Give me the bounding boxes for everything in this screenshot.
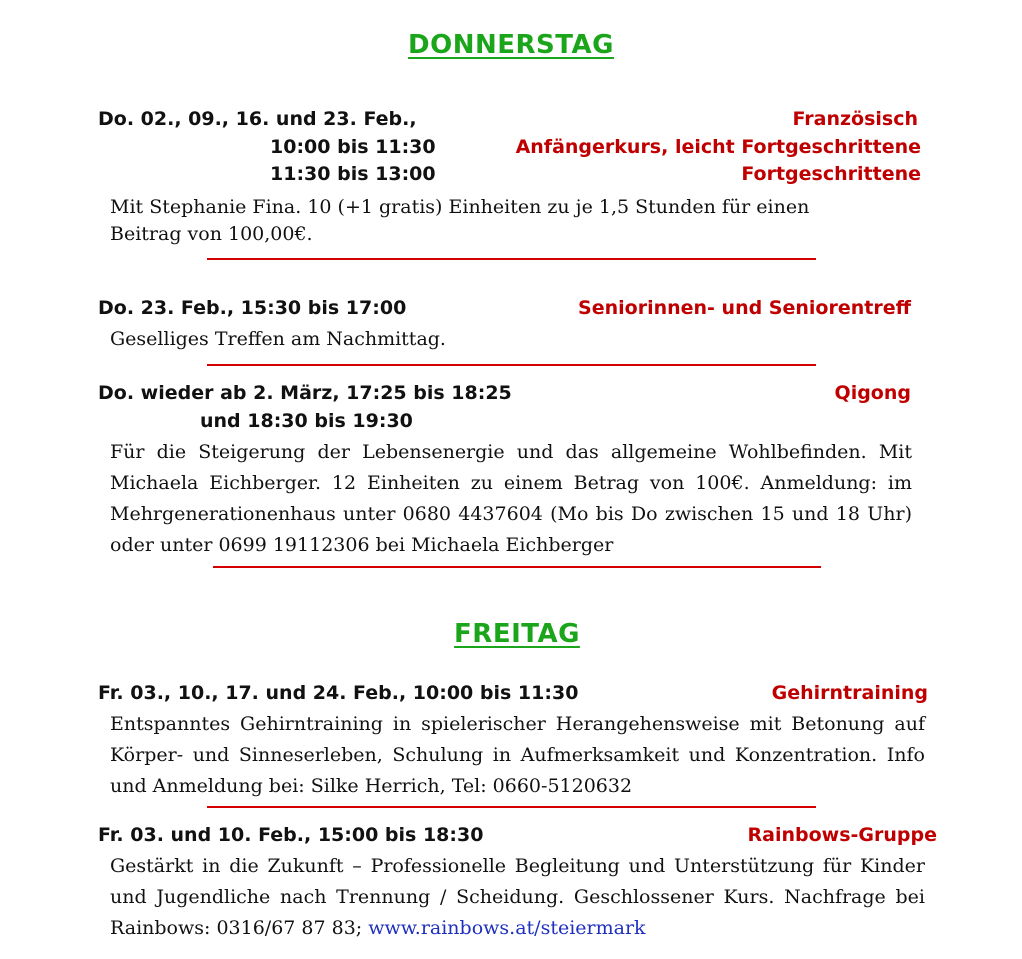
event-title-seniors: Seniorinnen- und Seniorentreff: [578, 297, 911, 319]
section-title-friday: FREITAG: [454, 619, 580, 649]
event-time-qigong-2: und 18:30 bis 19:30: [200, 410, 413, 432]
divider-rule: [207, 364, 816, 366]
event-title-french: Französisch: [792, 108, 918, 130]
event-level-french-1: Anfängerkurs, leicht Fortgeschrittene: [515, 136, 921, 158]
event-desc-qigong: Für die Steigerung der Lebensenergie und das allgemeine Wohlbefinden. Mit Michaela Eichberger. 12 Einheiten zu einem Betrag von 100€. Anmeldung: im Mehrgenerationenhaus unter 0680 4437604 (Mo bis Do zwischen 15 und 18 Uhr) oder unter 0699 19112306 bei Michaela Eichberger: [110, 441, 912, 556]
event-title-rainbows: Rainbows-Gruppe: [747, 824, 937, 846]
event-title-brain: Gehirntraining: [771, 682, 928, 704]
event-date-seniors: Do. 23. Feb., 15:30 bis 17:00: [98, 297, 407, 319]
event-desc-rainbows: [110, 851, 925, 944]
event-date-rainbows: Fr. 03. und 10. Feb., 15:00 bis 18:30: [98, 824, 484, 846]
event-desc-french-line1: Mit Stephanie Fina. 10 (+1 gratis) Einheiten zu je 1,5 Stunden für einen: [110, 196, 810, 218]
event-desc-brain: Entspanntes Gehirntraining in spielerischer Herangehensweise mit Betonung auf Körper- und Sinneserleben, Schulung in Aufmerksamkeit und Konzentration. Info und Anmeldung bei: Silke Herrich, Tel: 0660-5120632: [110, 713, 925, 797]
event-date-french: Do. 02., 09., 16. und 23. Feb.,: [98, 108, 417, 130]
event-time-french-2: 11:30 bis 13:00: [270, 163, 436, 185]
event-time-french-1: 10:00 bis 11:30: [270, 136, 436, 158]
event-desc-french-line2: Beitrag von 100,00€.: [110, 223, 313, 245]
event-title-qigong: Qigong: [834, 382, 911, 404]
event-level-french-2: Fortgeschrittene: [741, 163, 921, 185]
divider-rule: [213, 566, 821, 568]
rainbows-link[interactable]: www.rainbows.at/steiermark: [368, 917, 646, 939]
divider-rule: [207, 806, 816, 808]
event-date-brain: Fr. 03., 10., 17. und 24. Feb., 10:00 bis 11:30: [98, 682, 579, 704]
event-date-qigong: Do. wieder ab 2. März, 17:25 bis 18:25: [98, 382, 512, 404]
event-desc-seniors: Geselliges Treffen am Nachmittag.: [110, 328, 446, 350]
section-title-thursday: DONNERSTAG: [408, 30, 614, 60]
event-desc-rainbows-text: Gestärkt in die Zukunft – Professionelle Begleitung und Unterstützung für Kinder und Jugendliche nach Trennung / Scheidung. Geschlossener Kurs. Nachfrage bei Rainbows: 0316/67 87 83;: [110, 855, 925, 939]
divider-rule: [207, 258, 816, 260]
